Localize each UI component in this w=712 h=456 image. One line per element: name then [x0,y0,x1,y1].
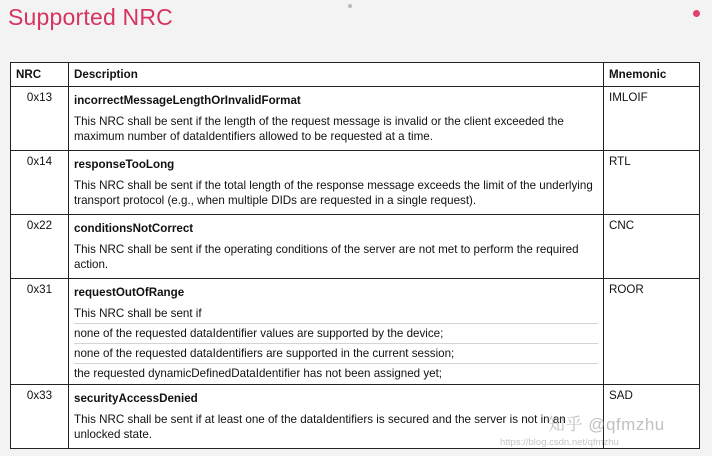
decorative-dot [348,4,352,8]
nrc-description-line: the requested dynamicDefinedDataIdentifier has not been assigned yet; [74,363,598,381]
nrc-mnemonic: RTL [604,151,700,215]
table-row [11,215,700,279]
nrc-mnemonic: ROOR [604,279,700,385]
table-header-row [11,63,700,87]
nrc-name: incorrectMessageLengthOrInvalidFormat [74,94,301,107]
nrc-table [10,62,700,449]
nrc-code: 0x14 [11,151,69,215]
header-description: Description [69,63,604,87]
nrc-description: This NRC shall be sent if the total length of the response message exceeds the limit of the underlying transport protocol (e.g., when multiple DIDs are requested in a single request). [74,179,593,207]
nrc-description: This NRC shall be sent if the length of the request message is invalid or the client exceeded the maximum number of dataIdentifiers allowed to be requested at a time. [74,115,564,143]
nrc-name: securityAccessDenied [74,392,198,405]
watermark: 知乎 @qfmzhu [548,415,665,434]
nrc-name: requestOutOfRange [74,286,185,299]
nrc-code: 0x13 [11,87,69,151]
header-mnemonic: Mnemonic [604,63,700,87]
nrc-name: responseTooLong [74,158,175,171]
nrc-description-line: none of the requested dataIdentifier values are supported by the device; [74,323,598,341]
nrc-name: conditionsNotCorrect [74,222,194,235]
accent-dot [693,10,700,17]
nrc-mnemonic: SAD [604,385,700,449]
nrc-code: 0x33 [11,385,69,449]
description-cell [69,215,604,279]
nrc-description: This NRC shall be sent if at least one of the dataIdentifiers is secured and the server is not in an unlocked state. [74,413,566,441]
table-row [11,87,700,151]
table-row [11,279,700,385]
description-cell [69,279,604,385]
description-cell [69,87,604,151]
table-row [11,151,700,215]
nrc-description: This NRC shall be sent if the operating conditions of the server are not met to perform the required action. [74,243,579,271]
header-nrc: NRC [11,63,69,87]
nrc-description-line: This NRC shall be sent if [74,307,202,320]
nrc-description-line: none of the requested dataIdentifiers are supported in the current session; [74,343,598,361]
nrc-mnemonic: IMLOIF [604,87,700,151]
nrc-mnemonic: CNC [604,215,700,279]
watermark-url: https://blog.csdn.net/qfmzhu [500,437,619,448]
nrc-code: 0x22 [11,215,69,279]
page-title: Supported NRC [8,4,173,30]
nrc-code: 0x31 [11,279,69,385]
description-cell [69,151,604,215]
